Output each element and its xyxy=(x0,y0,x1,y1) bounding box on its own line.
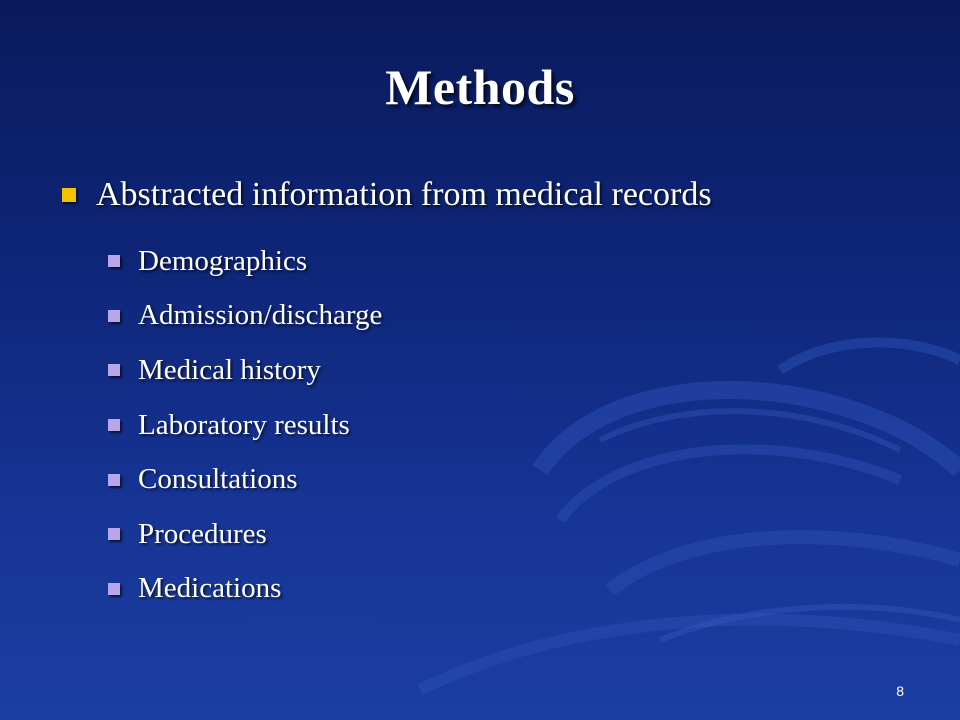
square-bullet-icon xyxy=(108,310,120,322)
list-item xyxy=(108,562,382,617)
square-bullet-icon xyxy=(108,528,120,540)
sub-bullet-list xyxy=(108,234,382,616)
main-bullet xyxy=(62,176,712,214)
list-item-text: Medications xyxy=(138,572,282,605)
main-bullet-text: Abstracted information from medical records xyxy=(96,176,712,213)
square-bullet-icon xyxy=(108,364,120,376)
list-item xyxy=(108,343,382,398)
list-item-text: Admission/discharge xyxy=(138,299,383,332)
list-item-text: Demographics xyxy=(138,244,308,277)
list-item xyxy=(108,398,382,453)
list-item xyxy=(108,507,382,562)
slide-title: Methods xyxy=(385,59,575,115)
square-bullet-icon xyxy=(108,255,120,267)
list-item-text: Consultations xyxy=(138,463,298,496)
slide-page-number: 8 xyxy=(896,683,904,699)
list-item-text: Procedures xyxy=(138,517,267,550)
list-item-text: Medical history xyxy=(138,353,321,386)
square-bullet-icon xyxy=(62,188,76,202)
square-bullet-icon xyxy=(108,419,120,431)
list-item xyxy=(108,452,382,507)
list-item xyxy=(108,234,382,289)
list-item-text: Laboratory results xyxy=(138,408,350,441)
square-bullet-icon xyxy=(108,583,120,595)
list-item xyxy=(108,289,382,344)
square-bullet-icon xyxy=(108,474,120,486)
